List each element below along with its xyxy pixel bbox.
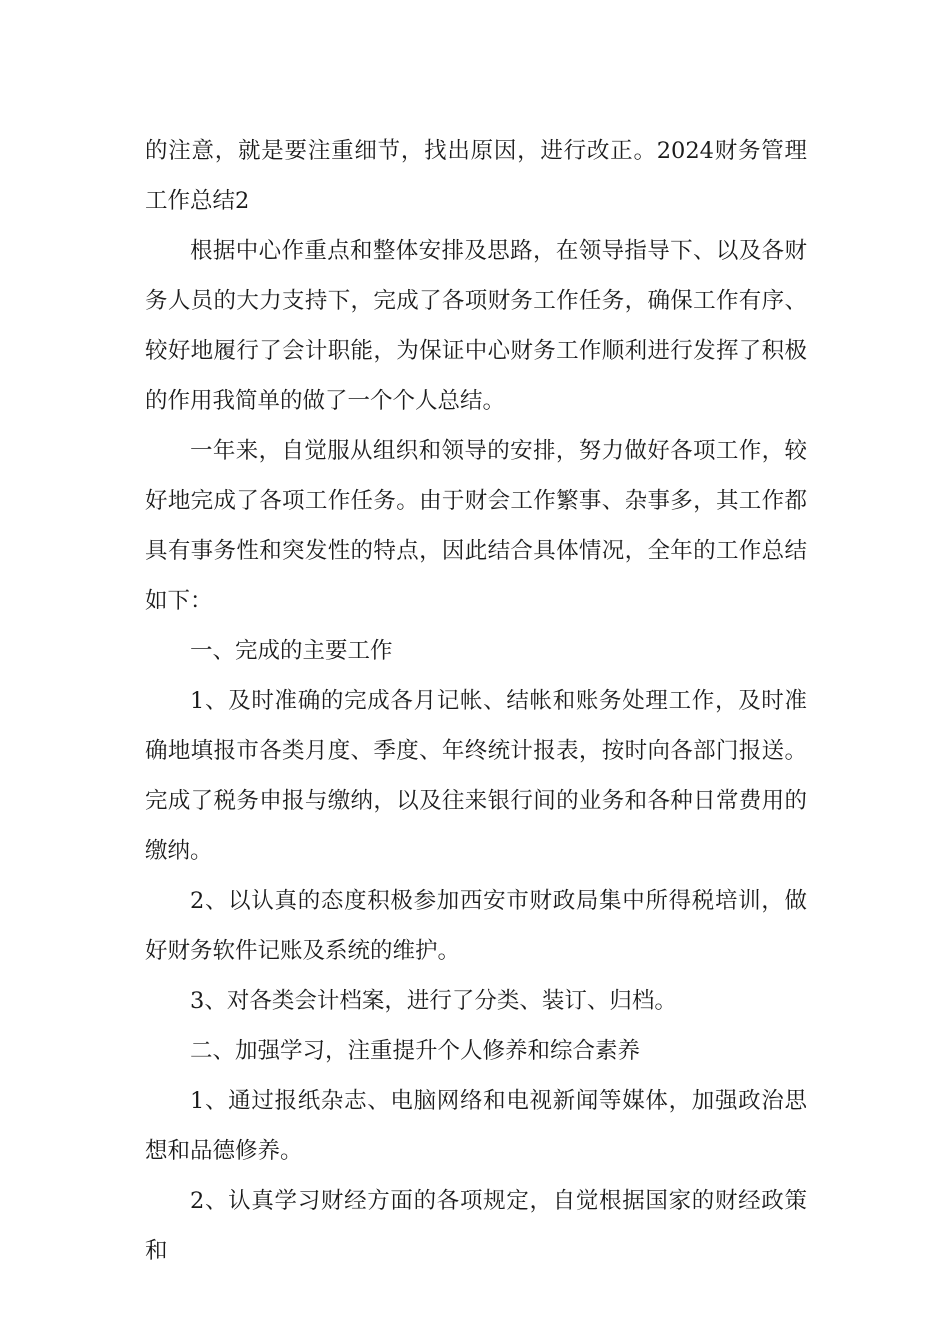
paragraph-0: 的注意，就是要注重细节，找出原因，进行改正。2024财务管理工作总结2 (145, 138, 807, 214)
paragraph-6: 3、对各类会计档案，进行了分类、装订、归档。 (190, 988, 677, 1014)
section-heading-1: 一、完成的主要工作 (190, 638, 393, 664)
paragraph-9: 2、认真学习财经方面的各项规定，自觉根据国家的财经政策和 (145, 1188, 807, 1264)
paragraph-2: 一年来，自觉服从组织和领导的安排，努力做好各项工作，较好地完成了各项工作任务。由于财会工作繁事、杂事多，其工作都具有事务性和突发性的特点，因此结合具体情况，全年的工作总结如下： (145, 438, 807, 614)
paragraph-1: 根据中心作重点和整体安排及思路，在领导指导下、以及各财务人员的大力支持下，完成了各项财务工作任务，确保工作有序、较好地履行了会计职能，为保证中心财务工作顺利进行发挥了积极的作用我简单的做了一个个人总结。 (145, 238, 807, 414)
document-body (145, 126, 807, 1276)
paragraph-8: 1、通过报纸杂志、电脑网络和电视新闻等媒体，加强政治思想和品德修养。 (145, 1088, 807, 1164)
paragraph-5: 2、以认真的态度积极参加西安市财政局集中所得税培训，做好财务软件记账及系统的维护。 (145, 888, 807, 964)
paragraph-4: 1、及时准确的完成各月记帐、结帐和账务处理工作，及时准确地填报市各类月度、季度、年终统计报表，按时向各部门报送。完成了税务申报与缴纳，以及往来银行间的业务和各种日常费用的缴纳。 (145, 688, 807, 864)
section-heading-2: 二、加强学习，注重提升个人修养和综合素养 (190, 1038, 641, 1064)
